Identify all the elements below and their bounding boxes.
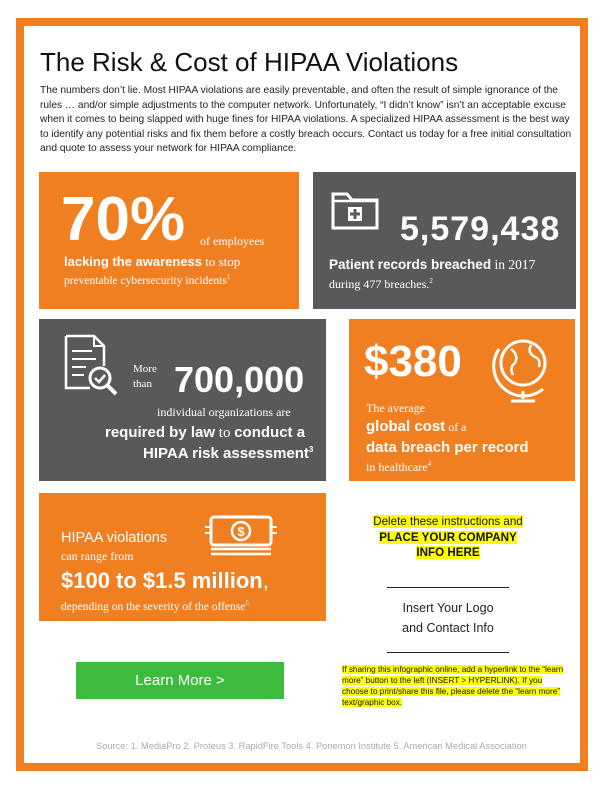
document-search-icon	[63, 333, 119, 397]
stat-orgs-bold1: required by law	[105, 424, 216, 441]
stat-orgs-value: 700,000	[174, 359, 305, 400]
stat-records-desc: during 477 breaches.	[329, 277, 430, 291]
stat-cost-line3: data breach per record	[366, 439, 529, 456]
source-footer: Source: 1. MediaPro 2. Proteus 3. RapidFire Tools 4. Ponemon Institute 5. American Medical Association	[96, 741, 527, 751]
stat-employees-desc: preventable cybersecurity incidents	[64, 274, 227, 287]
stat-cost-line4	[366, 460, 431, 475]
stat-employees-value: 70%	[61, 185, 186, 254]
stat-cost-desc: in healthcare	[366, 460, 428, 474]
footnote-4: 4	[427, 460, 432, 468]
divider-top	[387, 587, 509, 588]
stat-employees-rest: to stop	[202, 254, 241, 269]
stat-records-bold: Patient records breached	[329, 257, 492, 272]
company-instruction-2	[345, 530, 551, 546]
footnote-2: 2	[429, 277, 433, 285]
stat-fines-value: $100 to $1.5 million	[61, 568, 263, 593]
stat-employees-unit: of employees	[200, 234, 265, 248]
money-icon	[205, 513, 277, 557]
stat-orgs-desc: HIPAA risk assessment	[143, 445, 309, 462]
stat-orgs-line2: individual organizations are	[157, 405, 291, 419]
stat-cost-bold: global cost	[366, 418, 446, 435]
stat-tile-breach-cost	[349, 319, 575, 481]
intro-paragraph: The numbers don’t lie. Most HIPAA violations are easily preventable, and often the result of simple ignorance of the rules … and/or simple adjustments to the computer network. Unfortunately, “I didn’t know” isn’t an acceptable excuse when it comes to being slapped with huge fines for HIPAA violations. A specialized HIPAA assessment is the best way to identify any potential risks and fix them before a costly breach occurs. Contact us today for a free initial consultation and quote to assess your network for HIPAA compliance.	[40, 85, 572, 155]
stat-orgs-line3	[105, 424, 305, 442]
stat-cost-line2	[366, 418, 467, 435]
logo-placeholder-line2: and Contact Info	[402, 621, 494, 635]
stat-tile-employees	[39, 172, 299, 309]
stat-tile-organizations	[39, 319, 326, 481]
stat-cost-line1: The average	[366, 401, 425, 415]
logo-placeholder-line1: Insert Your Logo	[402, 601, 494, 615]
company-instruction-1	[345, 514, 551, 530]
footnote-1: 1	[226, 273, 231, 281]
footnote-5: 5	[245, 599, 249, 607]
stat-records-line3	[329, 277, 433, 292]
page-title: The Risk & Cost of HIPAA Violations	[40, 47, 459, 77]
stat-cost-rest: of a	[445, 420, 467, 434]
company-instruction-1-text: Delete these instructions and	[373, 515, 523, 528]
company-info-block	[345, 514, 551, 561]
stat-fines-desc: depending on the severity of the offense	[61, 600, 246, 613]
stat-tile-records	[313, 172, 576, 309]
stat-records-value: 5,579,438	[400, 210, 561, 248]
stat-tile-fines	[39, 493, 326, 621]
footnote-3: 3	[308, 445, 314, 454]
stat-fines-line2: can range from	[61, 549, 134, 563]
stat-orgs-line4	[143, 445, 313, 462]
medical-folder-icon	[329, 184, 381, 232]
learn-more-button[interactable]: Learn More >	[76, 662, 284, 699]
stat-cost-value: $380	[364, 337, 462, 386]
stat-orgs-mid: to	[215, 425, 235, 441]
company-instruction-3-text: INFO HERE	[416, 546, 480, 559]
stat-records-rest: in 2017	[491, 257, 536, 272]
globe-icon	[489, 329, 559, 409]
svg-text:$: $	[237, 524, 245, 539]
stat-orgs-bold2: conduct a	[234, 424, 306, 441]
sharing-note-text: If sharing this infographic online, add a hyperlink to the “learn more” button to the left (INSERT > HYPERLINK). If you choose to print/share this file, please delete the “learn more” text/graphic box.	[342, 665, 564, 707]
stat-employees-bold: lacking the awareness	[64, 254, 203, 269]
company-instruction-2-text: PLACE YOUR COMPANY	[379, 530, 517, 544]
stat-employees-line2	[64, 254, 240, 270]
sharing-note	[342, 664, 564, 708]
stat-employees-line3	[64, 273, 230, 287]
stat-fines-comma: ,	[262, 568, 269, 593]
stat-fines-line4	[61, 599, 249, 613]
stat-fines-line1: HIPAA violations	[61, 530, 168, 546]
stat-fines-line3	[61, 568, 269, 594]
stat-records-line2	[329, 257, 535, 273]
company-instruction-3	[345, 545, 551, 561]
stat-orgs-pre1: More	[133, 363, 157, 375]
divider-bottom	[387, 652, 509, 653]
stat-orgs-pre2: than	[133, 378, 152, 390]
